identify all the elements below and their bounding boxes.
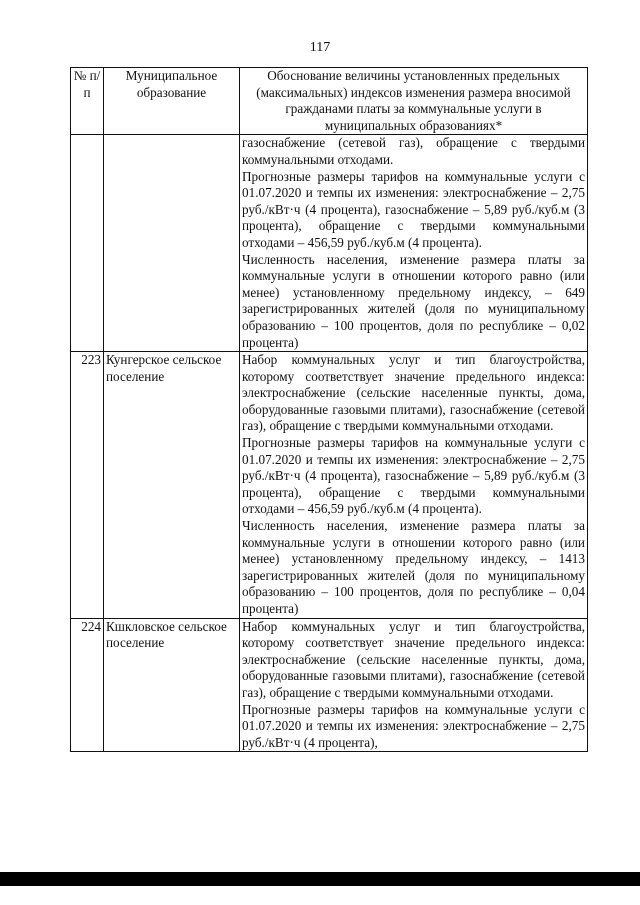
scan-edge-bar — [0, 872, 640, 886]
row-number: 223 — [71, 352, 104, 619]
table-row — [71, 618, 588, 752]
row-justification — [240, 352, 588, 619]
row-justification — [240, 618, 588, 752]
page-number: 117 — [309, 40, 331, 55]
header-number: № п/п — [71, 68, 104, 135]
justification-paragraph: Численность населения, изменение размера платы за коммунальные услуги в отношении которого равно (или менее) установленному предельному индексу, – 649 зарегистрированных жителей (доля по муниципальному образованию – 100 процентов, доля по республике – 0,02 процента) — [242, 251, 585, 350]
header-municipality: Муниципальное образование — [104, 68, 240, 135]
row-number — [71, 135, 104, 352]
table-row — [71, 135, 588, 352]
justification-paragraph: Прогнозные размеры тарифов на коммунальные услуги с 01.07.2020 и темпы их изменения: электроснабжение – 2,75 руб./кВт·ч (4 процента), газоснабжение – 5,89 руб./куб.м (3 процента), обращение с твердыми коммунальными отходами – 456,59 руб./куб.м (4 процента). — [242, 435, 585, 517]
justification-paragraph: газоснабжение (сетевой газ), обращение с твердыми коммунальными отходами. — [242, 135, 585, 167]
row-municipality: Кшкловское сельское поселение — [104, 618, 240, 752]
header-justification: Обоснование величины установленных предельных (максимальных) индексов изменения размера вносимой гражданами платы за коммунальные услуги в муниципальных образованиях* — [240, 68, 588, 135]
table-header-row — [71, 68, 588, 135]
justification-paragraph: Прогнозные размеры тарифов на коммунальные услуги с 01.07.2020 и темпы их изменения: электроснабжение – 2,75 руб./кВт·ч (4 процента), — [242, 701, 585, 750]
table-row — [71, 352, 588, 619]
row-justification — [240, 135, 588, 352]
row-number: 224 — [71, 618, 104, 752]
justification-paragraph: Набор коммунальных услуг и тип благоустройства, которому соответствует значение предельного индекса: электроснабжение (сельские населенные пункты, дома, оборудованные газовыми плитами), газоснабжение (сетевой газ), обращение с твердыми коммунальными отходами. — [242, 618, 585, 700]
row-municipality: Кунгерское сельское поселение — [104, 352, 240, 619]
justification-paragraph: Численность населения, изменение размера платы за коммунальные услуги в отношении которого равно (или менее) установленному предельному индексу, – 1413 зарегистрированных жителей (доля по муниципальному образованию – 100 процентов, доля по республике – 0,04 процента) — [242, 518, 585, 616]
justification-paragraph: Набор коммунальных услуг и тип благоустройства, которому соответствует значение предельного индекса: электроснабжение (сельские населенные пункты, дома, оборудованные газовыми плитами), газоснабжение (сетевой газ), обращение с твердыми коммунальными отходами. — [242, 352, 585, 434]
row-municipality — [104, 135, 240, 352]
justification-paragraph: Прогнозные размеры тарифов на коммунальные услуги с 01.07.2020 и темпы их изменения: электроснабжение – 2,75 руб./кВт·ч (4 процента), газоснабжение – 5,89 руб./куб.м (3 процента), обращение с твердыми коммунальными отходами – 456,59 руб./куб.м (4 процента). — [242, 168, 585, 250]
justification-table — [70, 67, 588, 752]
